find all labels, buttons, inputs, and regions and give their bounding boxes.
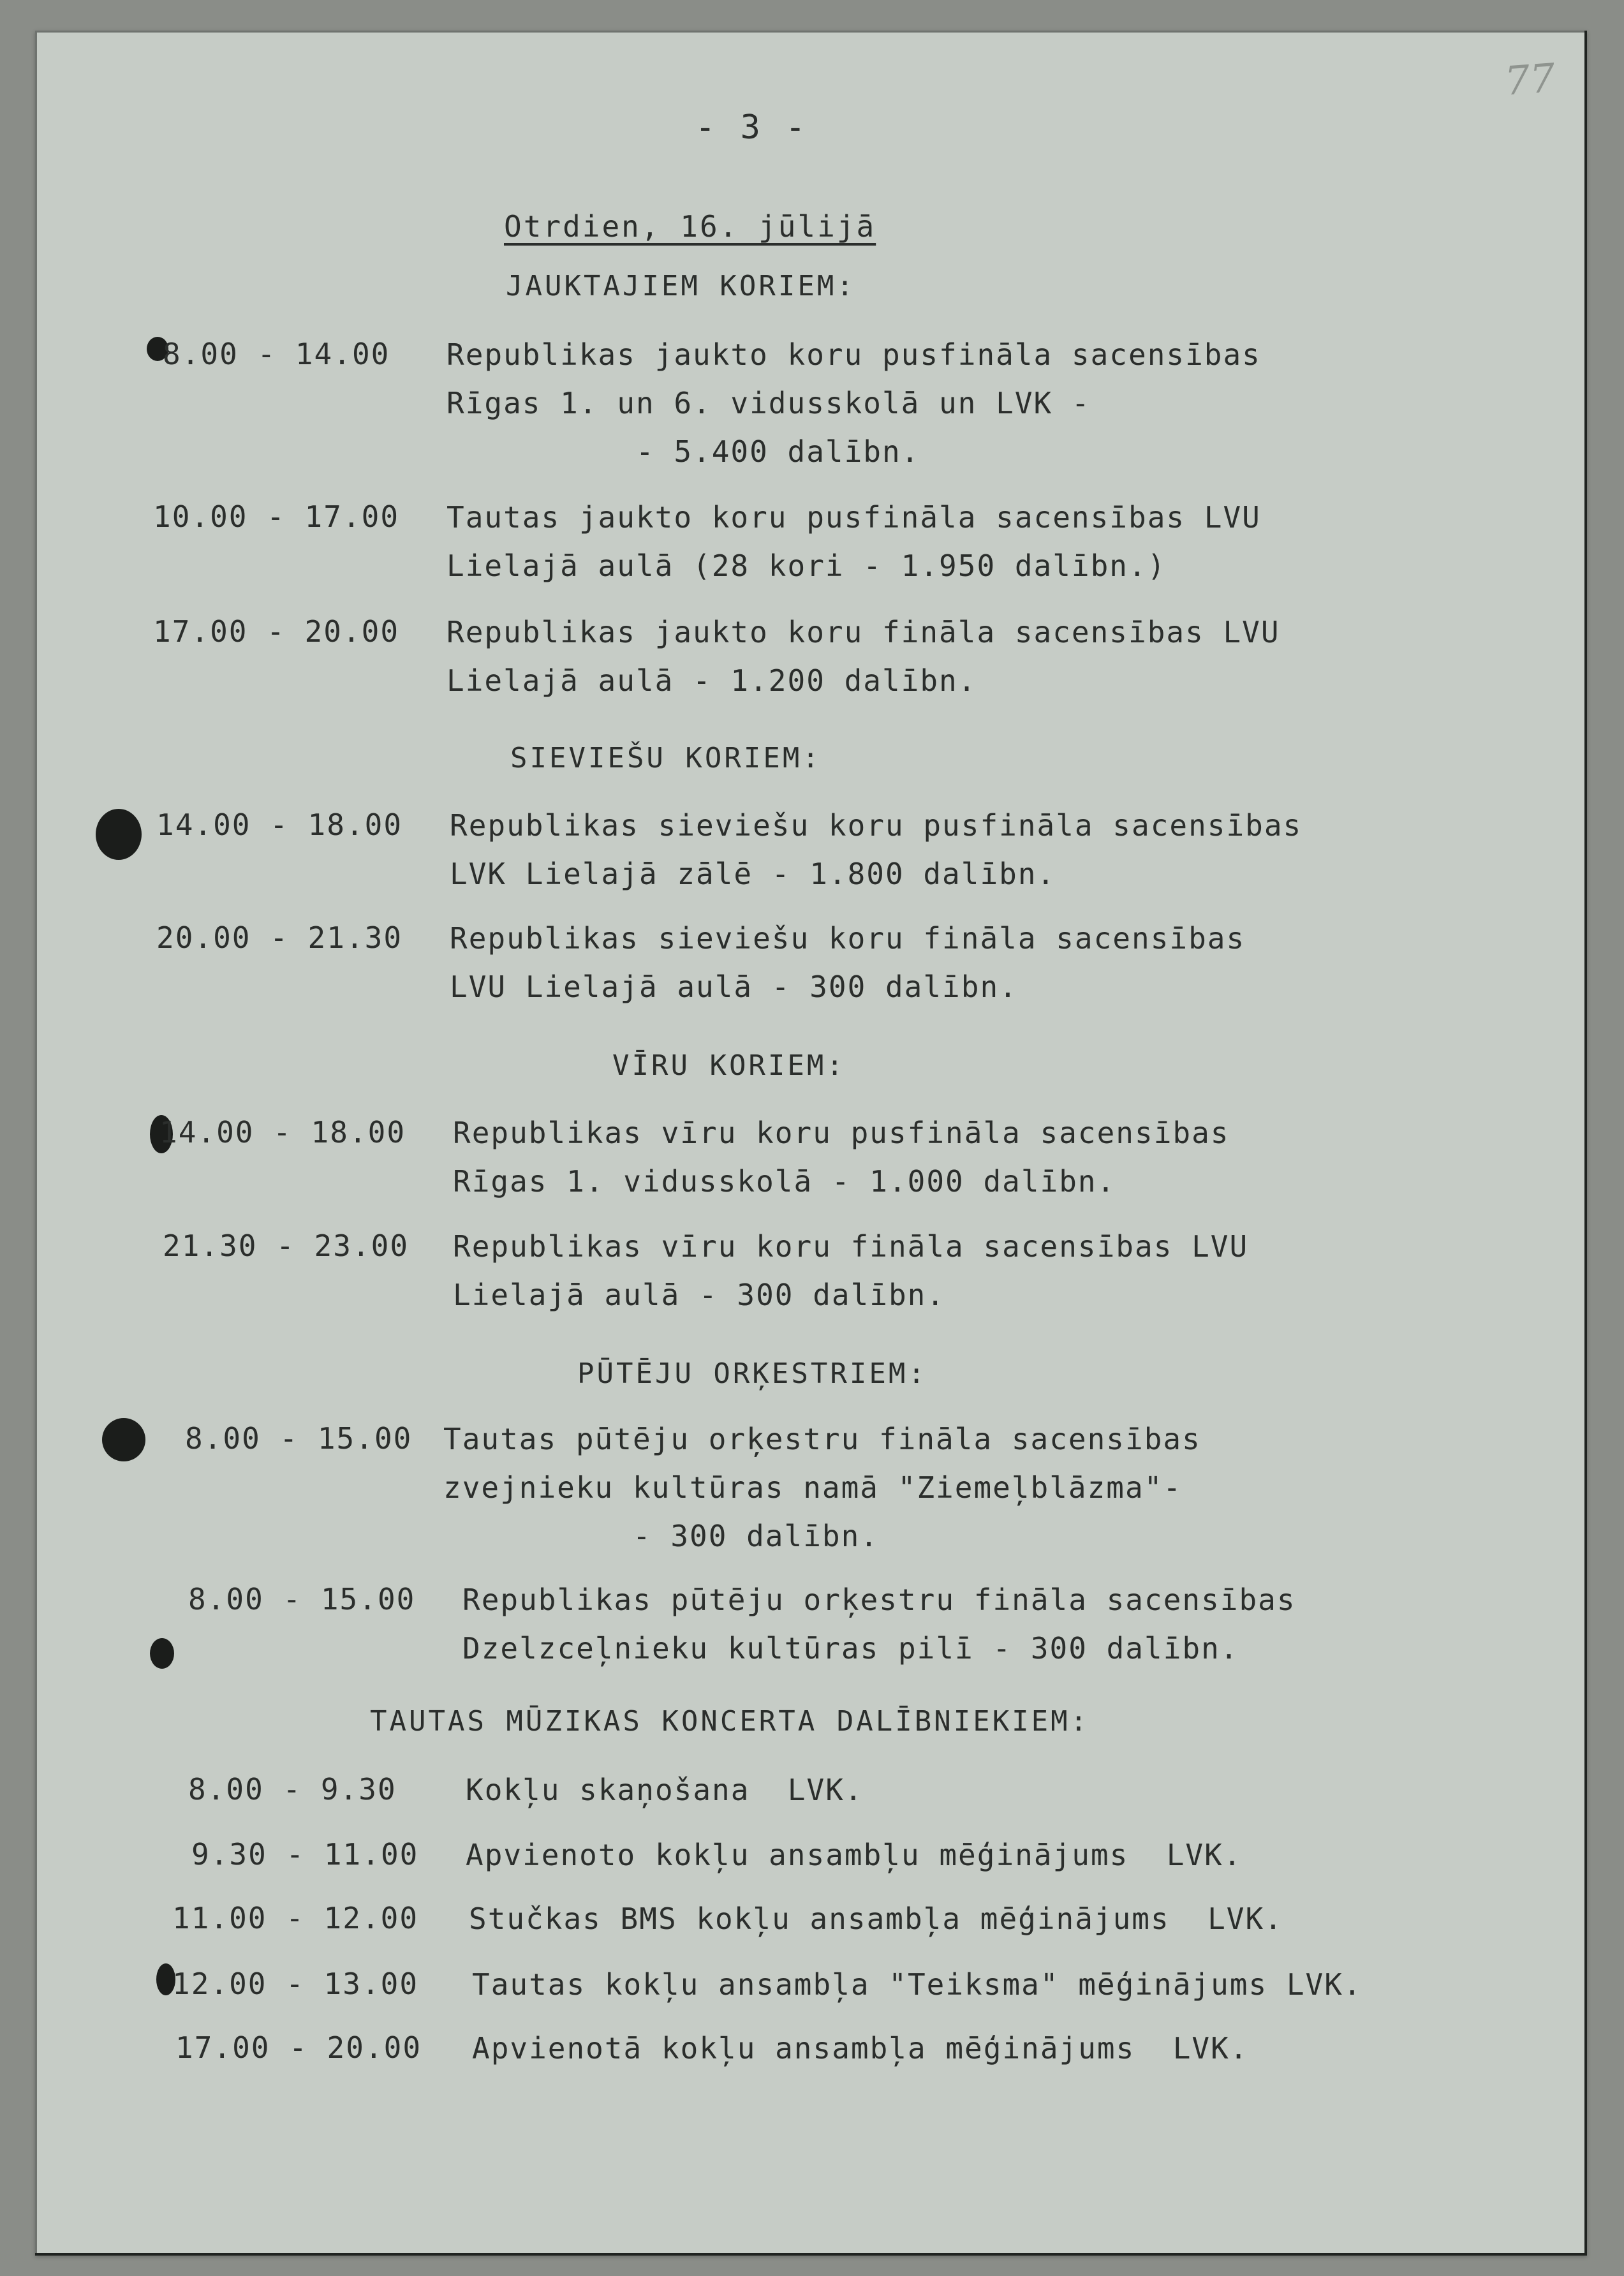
section-heading-womens-choirs: SIEVIEŠU KORIEM: [510, 742, 822, 774]
document-page [35, 31, 1587, 2256]
section-heading-folk-music-concert: TAUTAS MŪZIKAS KONCERTA DALĪBNIEKIEM: [370, 1705, 1090, 1738]
entry-description: Apvienoto kokļu ansambļu mēģinājums LVK. [466, 1838, 1243, 1872]
entry-description: Stučkas BMS kokļu ansambļa mēģinājums LVK. [469, 1902, 1283, 1936]
section-heading-brass-orchestras: PŪTĒJU ORĶESTRIEM: [577, 1357, 927, 1390]
entry-time: 11.00 - 12.00 [172, 1901, 419, 1935]
entry-description: Tautas pūtēju orķestru fināla sacensības zvejnieku kultūras namā "Ziemeļblāzma"- - 300 dalībn. [443, 1422, 1201, 1553]
entry-description: Republikas sieviešu koru pusfināla sacensības LVK Lielajā zālē - 1.800 dalībn. [450, 808, 1303, 891]
entry-description: Republikas pūtēju orķestru fināla sacensības Dzelzceļnieku kultūras pilī - 300 dalībn. [462, 1583, 1296, 1666]
entry-description: Republikas sieviešu koru fināla sacensības LVU Lielajā aulā - 300 dalībn. [450, 921, 1246, 1004]
entry-description: Republikas vīru koru pusfināla sacensības Rīgas 1. vidusskolā - 1.000 dalībn. [453, 1116, 1230, 1199]
day-title: Otrdien, 16. jūlijā [504, 209, 876, 244]
page-number: - 3 - [695, 108, 808, 147]
entry-description: Republikas jaukto koru fināla sacensības LVU Lielajā aulā - 1.200 dalībn. [447, 615, 1280, 698]
entry-description: Tautas kokļu ansambļa "Teiksma" mēģinājums LVK. [472, 1967, 1362, 2002]
entry-description: Kokļu skaņošana LVK. [466, 1773, 864, 1807]
archive-number: 77 [1503, 54, 1557, 105]
entry-description: Republikas vīru koru fināla sacensības LVU Lielajā aulā - 300 dalībn. [453, 1229, 1249, 1312]
entry-time: 14.00 - 18.00 [159, 1115, 406, 1149]
entry-time: 9.30 - 11.00 [191, 1837, 419, 1872]
entry-time: 17.00 - 20.00 [175, 2030, 422, 2065]
entry-time: 8.00 - 9.30 [188, 1772, 397, 1807]
entry-time: 12.00 - 13.00 [172, 1967, 419, 2001]
entry-time: 8.00 - 15.00 [188, 1582, 416, 1616]
entry-time: 14.00 - 18.00 [156, 808, 403, 842]
entry-time: 17.00 - 20.00 [153, 614, 400, 649]
entry-time: 8.00 - 15.00 [185, 1421, 413, 1456]
punch-hole [102, 1418, 145, 1461]
entry-description: Apvienotā kokļu ansambļa mēģinājums LVK. [472, 2031, 1249, 2065]
punch-hole [150, 1638, 174, 1669]
entry-description: Tautas jaukto koru pusfināla sacensības LVU Lielajā aulā (28 kori - 1.950 dalībn.) [447, 500, 1261, 583]
punch-hole [96, 809, 142, 860]
section-heading-mens-choirs: VĪRU KORIEM: [612, 1049, 846, 1082]
entry-time: 10.00 - 17.00 [153, 499, 400, 534]
section-heading-mixed-choirs: JAUKTAJIEM KORIEM: [506, 270, 856, 302]
entry-time: 21.30 - 23.00 [163, 1229, 410, 1263]
entry-time: 8.00 - 14.00 [163, 337, 390, 371]
entry-description: Republikas jaukto koru pusfināla sacensības Rīgas 1. un 6. vidusskolā un LVK - - 5.400 dalībn. [447, 337, 1261, 469]
entry-time: 20.00 - 21.30 [156, 920, 403, 955]
